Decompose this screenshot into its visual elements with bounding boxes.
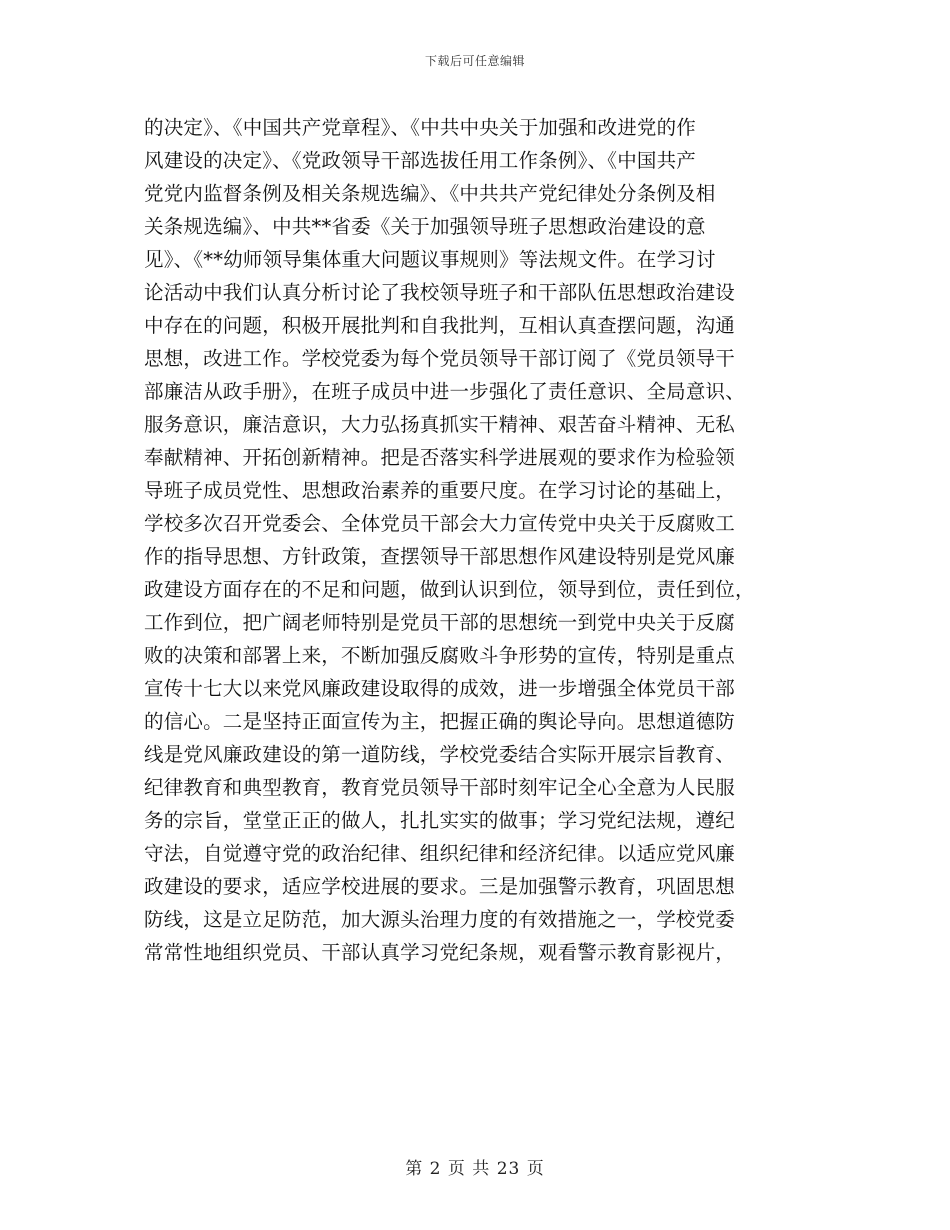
document-body bbox=[144, 111, 824, 969]
text-line: 工作到位，把广阔老师特别是党员干部的思想统一到党中央关于反腐 bbox=[144, 611, 736, 634]
text-line: 奉献精神、开拓创新精神。把是否落实科学进展观的要求作为检验领 bbox=[144, 446, 736, 469]
text-line: 导班子成员党性、思想政治素养的重要尺度。在学习讨论的基础上， bbox=[144, 479, 736, 502]
page-header: 下载后可任意编辑 bbox=[424, 54, 525, 68]
text-line: 守法，自觉遵守党的政治纪律、组织纪律和经济纪律。以适应党风廉 bbox=[144, 842, 736, 865]
text-line: 论活动中我们认真分析讨论了我校领导班子和干部队伍思想政治建设 bbox=[144, 281, 736, 304]
text-line: 政建设方面存在的不足和问题，做到认识到位，领导到位，责任到位， bbox=[144, 578, 755, 601]
text-line: 纪律教育和典型教育，教育党员领导干部时刻牢记全心全意为人民服 bbox=[144, 776, 736, 799]
text-line: 服务意识，廉洁意识，大力弘扬真抓实干精神、艰苦奋斗精神、无私 bbox=[144, 413, 736, 436]
text-line: 务的宗旨，堂堂正正的做人，扎扎实实的做事；学习党纪法规，遵纪 bbox=[144, 809, 736, 832]
text-line: 线是党风廉政建设的第一道防线，学校党委结合实际开展宗旨教育、 bbox=[144, 743, 736, 766]
text-line: 风建设的决定》、《党政领导干部选拔任用工作条例》、《中国共产 bbox=[144, 149, 697, 172]
text-line: 的信心。二是坚持正面宣传为主，把握正确的舆论导向。思想道德防 bbox=[144, 710, 736, 733]
text-line: 的决定》、《中国共产党章程》、《中共中央关于加强和改进党的作 bbox=[144, 116, 697, 139]
text-line: 宣传十七大以来党风廉政建设取得的成效，进一步增强全体党员干部 bbox=[144, 677, 736, 700]
text-line: 政建设的要求，适应学校进展的要求。三是加强警示教育，巩固思想 bbox=[144, 875, 736, 898]
text-line: 败的决策和部署上来，不断加强反腐败斗争形势的宣传，特别是重点 bbox=[144, 644, 736, 667]
page-footer: 第 2 页 共 23 页 bbox=[405, 1159, 545, 1179]
text-line: 作的指导思想、方针政策，查摆领导干部思想作风建设特别是党风廉 bbox=[144, 545, 736, 568]
text-line: 见》、《**幼师领导集体重大问题议事规则》等法规文件。在学习讨 bbox=[144, 248, 716, 271]
text-line: 学校多次召开党委会、全体党员干部会大力宣传党中央关于反腐败工 bbox=[144, 512, 736, 535]
text-line: 中存在的问题，积极开展批判和自我批判，互相认真查摆问题，沟通 bbox=[144, 314, 736, 337]
text-line: 党党内监督条例及相关条规选编》、《中共共产党纪律处分条例及相 bbox=[144, 182, 716, 205]
text-line: 思想，改进工作。学校党委为每个党员领导干部订阅了《党员领导干 bbox=[144, 347, 736, 370]
text-line: 防线，这是立足防范，加大源头治理力度的有效措施之一，学校党委 bbox=[144, 908, 736, 931]
text-line: 关条规选编》、中共**省委《关于加强领导班子思想政治建设的意 bbox=[144, 215, 706, 238]
text-line: 常常性地组织党员、干部认真学习党纪条规，观看警示教育影视片， bbox=[144, 941, 736, 964]
text-line: 部廉洁从政手册》，在班子成员中进一步强化了责任意识、全局意识、 bbox=[144, 380, 745, 403]
